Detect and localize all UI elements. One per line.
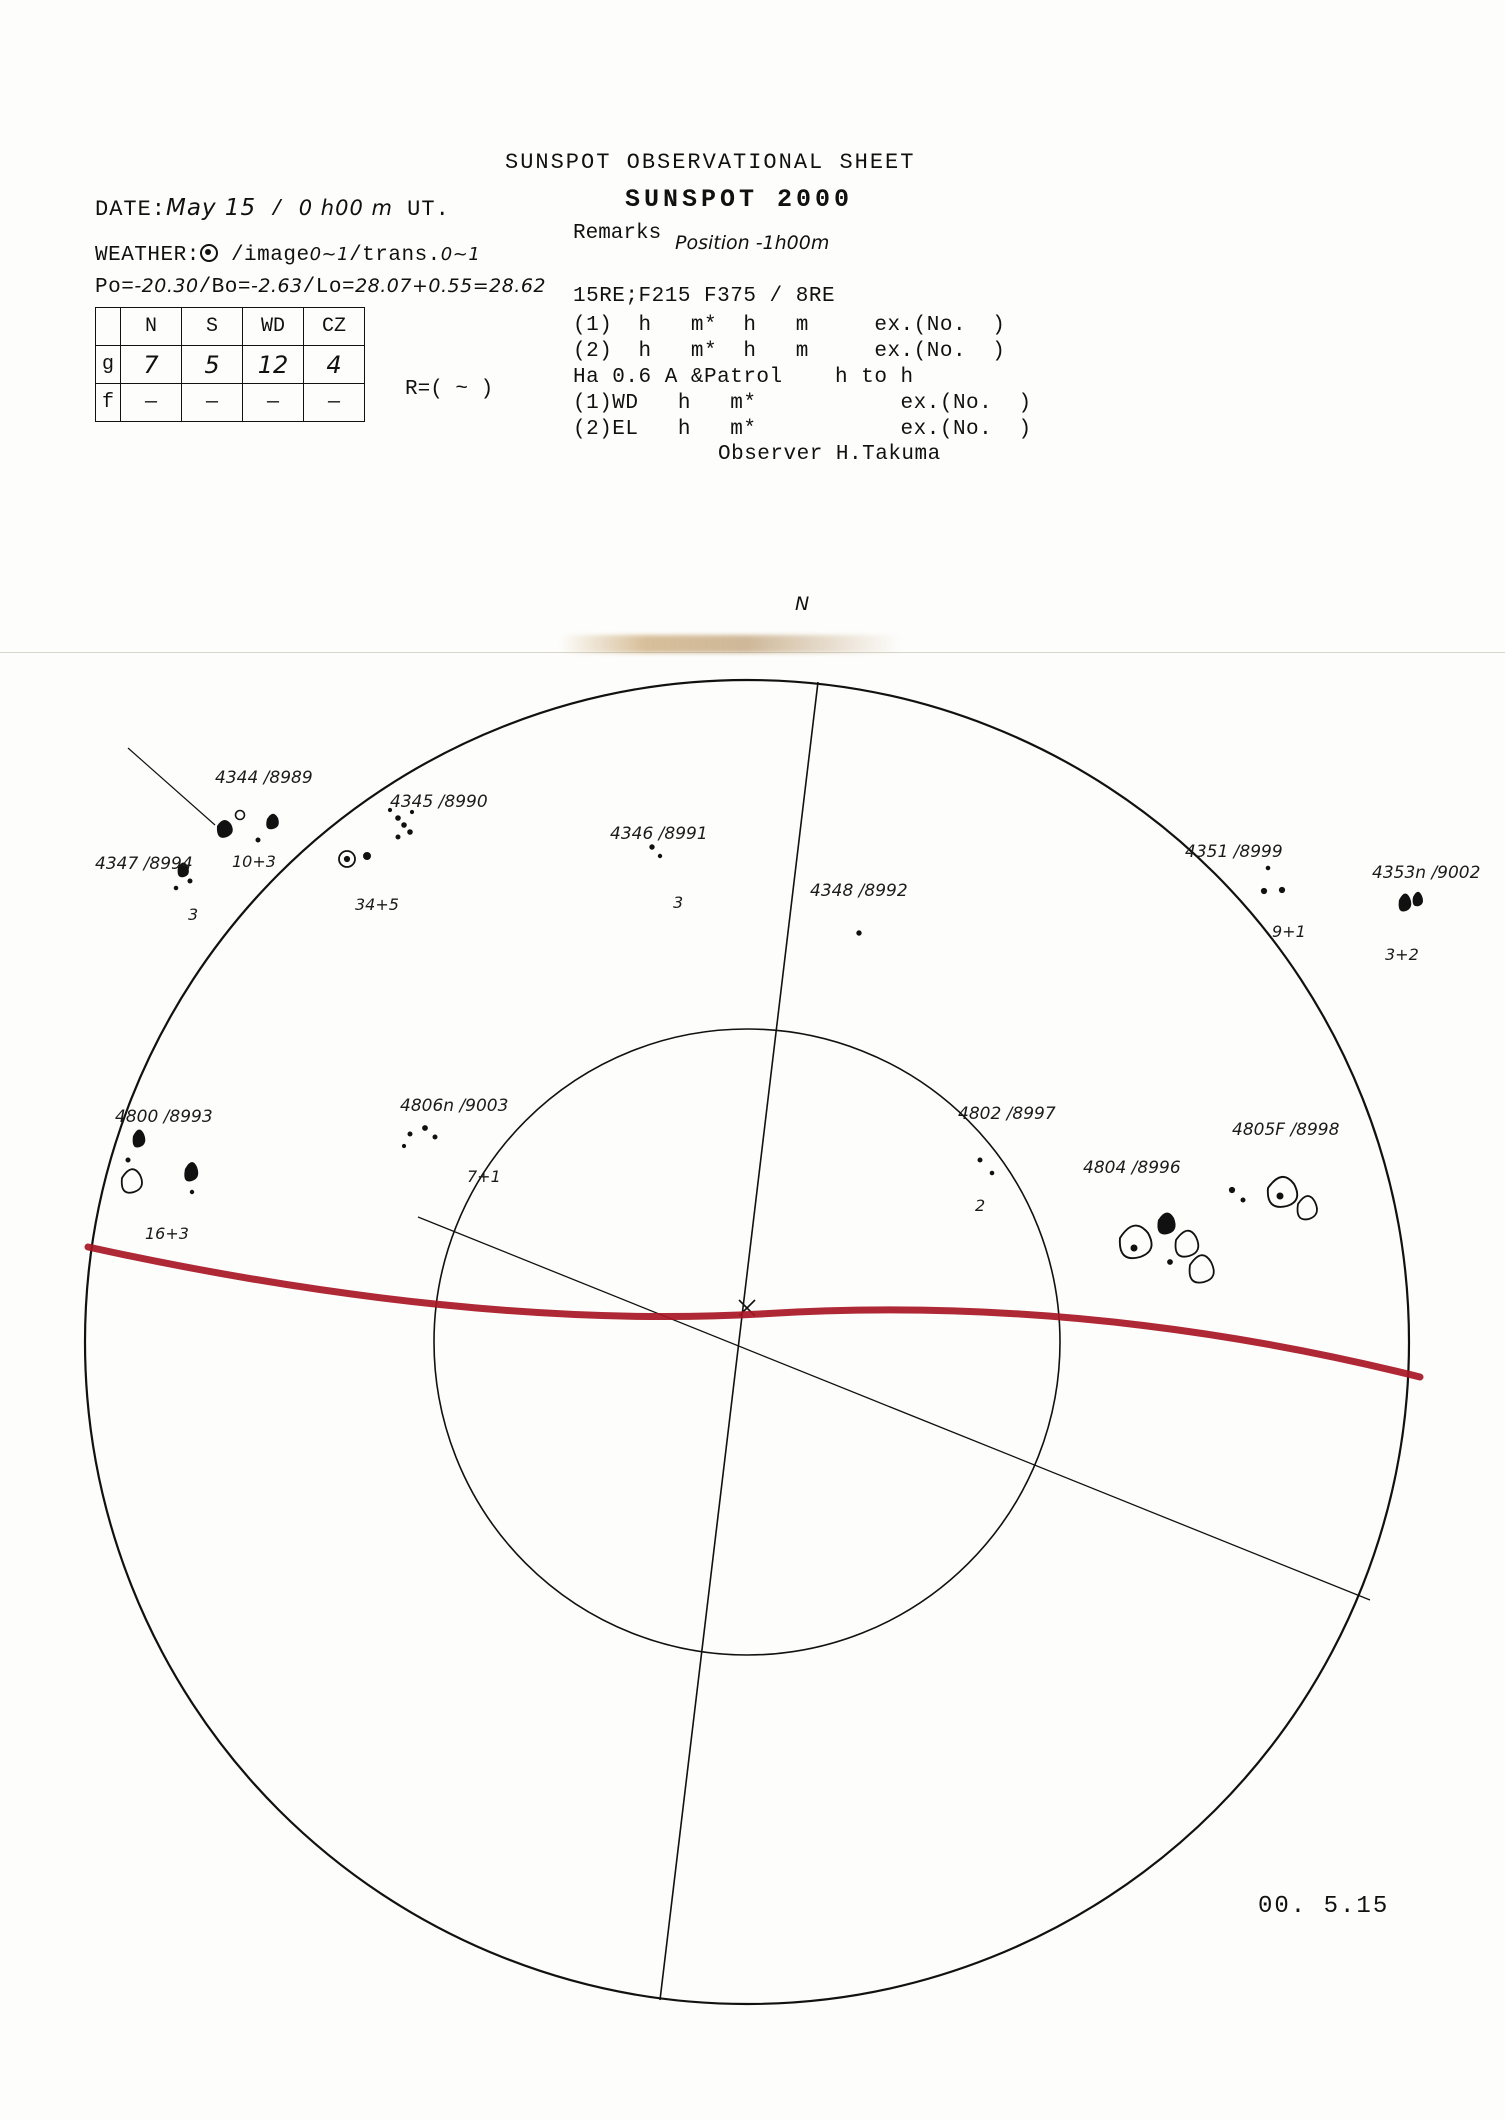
solar-disc-drawing	[0, 600, 1505, 2120]
row-label-g: g	[96, 346, 121, 384]
group-label-4805: 4805F /8998	[1232, 1120, 1340, 1140]
cell-g-wd: 12	[243, 346, 304, 384]
equator-line	[418, 1217, 1370, 1600]
weather-label: WEATHER:	[95, 244, 200, 267]
group-count-4800: 16+3	[145, 1224, 189, 1243]
group-count-4344: 10+3	[232, 852, 276, 871]
date-label: DATE:	[95, 197, 167, 222]
counts-table	[95, 307, 365, 422]
group-label-4804: 4804 /8996	[1083, 1158, 1181, 1178]
group-count-4806: 7+1	[467, 1167, 501, 1186]
table-corner-cell	[96, 308, 121, 346]
weather-row	[95, 242, 480, 267]
group-count-4802: 2	[975, 1196, 986, 1215]
group-count-4351: 9+1	[1272, 922, 1306, 941]
po-bo-lo-row	[95, 275, 546, 299]
bo-label: /Bo=	[198, 276, 251, 299]
image-value: 0~1	[309, 244, 350, 265]
bo-value: -2.63	[250, 275, 303, 297]
trans-value: 0~1	[440, 244, 481, 265]
group-label-4353: 4353n /9002	[1372, 863, 1481, 883]
obs-line-2: (2) h m* h m ex.(No. )	[573, 340, 1006, 363]
page-title: SUNSPOT OBSERVATIONAL SHEET	[505, 150, 916, 175]
rotation-axis-line	[660, 682, 818, 2000]
cell-f-s: —	[182, 384, 243, 422]
sunspot-year-title: SUNSPOT 2000	[625, 185, 854, 214]
leader-line-4344	[128, 748, 215, 825]
table-row	[96, 384, 365, 422]
remarks-value: Position -1h00m	[675, 232, 830, 254]
group-label-4344: 4344 /8989	[215, 768, 313, 788]
cell-g-n: 7	[121, 346, 182, 384]
cell-f-n: —	[121, 384, 182, 422]
time-unit: UT.	[407, 197, 450, 222]
red-trace-curve	[88, 1247, 1420, 1377]
image-label: /image	[230, 244, 310, 267]
el-line: (2)EL h m* ex.(No. )	[573, 418, 1032, 441]
row-label-f: f	[96, 384, 121, 422]
filled-circle-icon	[200, 244, 218, 262]
group-label-4345: 4345 /8990	[390, 792, 488, 812]
column-header-n: N	[121, 308, 182, 346]
group-label-4346: 4346 /8991	[610, 824, 708, 844]
po-value: -20.30	[134, 275, 199, 297]
trans-label: /trans.	[349, 244, 441, 267]
date-row	[95, 195, 450, 222]
re-line: 15RE;F215 F375 / 8RE	[573, 285, 836, 308]
obs-line-1: (1) h m* h m ex.(No. )	[573, 314, 1006, 337]
lo-value: 28.07+0.55=28.62	[355, 275, 547, 297]
table-header-row	[96, 308, 365, 346]
column-header-cz: CZ	[304, 308, 365, 346]
date-stamp: 00. 5.15	[1258, 1893, 1390, 1920]
group-label-4806: 4806n /9003	[400, 1096, 509, 1116]
date-separator: /	[270, 197, 285, 222]
group-label-4348: 4348 /8992	[810, 881, 908, 901]
group-count-4346: 3	[673, 893, 684, 912]
cell-f-cz: —	[304, 384, 365, 422]
solar-disc-area	[0, 593, 1505, 2120]
group-count-4347: 3	[188, 905, 199, 924]
po-label: Po=	[95, 276, 135, 299]
cell-g-cz: 4	[304, 346, 365, 384]
lo-label: /Lo=	[302, 276, 356, 299]
observer-line: Observer H.Takuma	[718, 443, 941, 466]
group-count-4353: 3+2	[1385, 945, 1419, 964]
group-label-4347: 4347 /8994	[95, 854, 193, 874]
column-header-s: S	[182, 308, 243, 346]
r-formula: R=( ~ )	[405, 378, 494, 401]
cell-f-wd: —	[243, 384, 304, 422]
date-value: May 15	[166, 195, 257, 221]
group-label-4802: 4802 /8997	[958, 1104, 1056, 1124]
column-header-wd: WD	[243, 308, 304, 346]
group-label-4800: 4800 /8993	[115, 1107, 213, 1127]
wd-line: (1)WD h m* ex.(No. )	[573, 392, 1032, 415]
solar-limb-circle	[85, 680, 1409, 2004]
north-marker: N	[795, 593, 810, 615]
group-label-4351: 4351 /8999	[1185, 842, 1283, 862]
cell-g-s: 5	[182, 346, 243, 384]
sunspot-marks	[122, 808, 1423, 1282]
group-count-4345: 34+5	[355, 895, 399, 914]
remarks-label: Remarks	[573, 222, 662, 245]
time-value: 0 h00 m	[298, 196, 393, 220]
table-row	[96, 346, 365, 384]
ha-patrol-line: Ha 0.6 A &Patrol h to h	[573, 366, 914, 389]
